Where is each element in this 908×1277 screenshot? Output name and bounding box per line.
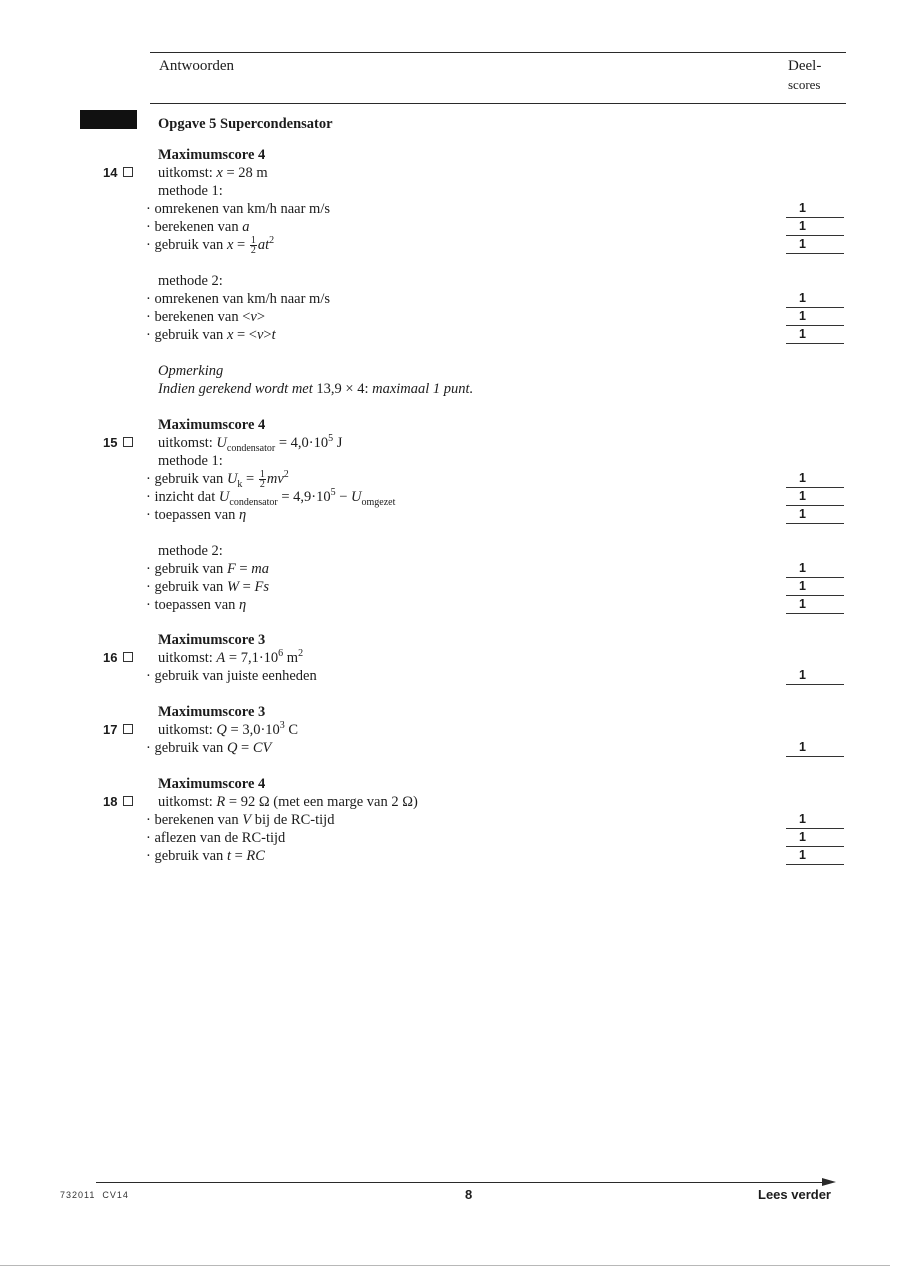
score-line: 1	[786, 200, 844, 218]
q14-note-text: Indien gerekend wordt met 13,9 × 4: maximaal 1 punt.	[158, 381, 474, 397]
header-top-rule	[150, 52, 846, 53]
q15-m2-item: · toepassen van η	[146, 597, 247, 613]
q16-max: Maximumscore 3	[158, 632, 266, 648]
q14-m2-item: · omrekenen van km/h naar m/s	[146, 291, 331, 307]
q14-m2-item: · berekenen van <v>	[146, 309, 266, 325]
score-line: 1	[786, 667, 844, 685]
header-scores-line2: scores	[788, 77, 821, 92]
q14-m1-item: · gebruik van x = $\frac{1}{2}$ $at^2$	[146, 235, 275, 257]
score-line: 1	[786, 236, 844, 254]
q14-method2-label: methode 2:	[158, 273, 223, 289]
q14-m2-item: · gebruik van x = <v>t	[146, 327, 276, 343]
q15-result: uitkomst: $U_{condensator} = 4,0\cdot 10^5$ J	[158, 433, 343, 454]
q14-note-title: Opmerking	[158, 363, 224, 379]
checkbox-icon	[123, 437, 133, 447]
footer-page-number: 8	[465, 1187, 473, 1202]
q15-m1-item: · toepassen van η	[146, 507, 247, 523]
q18-number: 18	[103, 793, 133, 811]
score-line: 1	[786, 739, 844, 757]
score-line: 1	[786, 290, 844, 308]
score-line: 1	[786, 218, 844, 236]
header-bottom-rule	[150, 103, 846, 104]
score-line: 1	[786, 596, 844, 614]
q17-max: Maximumscore 3	[158, 704, 266, 720]
footer-code: 732011 CV14	[60, 1190, 129, 1200]
q16-number: 16	[103, 649, 133, 667]
header-scores-line1: Deel-	[788, 58, 822, 74]
q14-number: 14	[103, 164, 133, 182]
q15-m2-item: · gebruik van F = ma	[146, 561, 269, 577]
score-line: 1	[786, 811, 844, 829]
score-line: 1	[786, 506, 844, 524]
q14-m1-item: · berekenen van a	[146, 219, 250, 235]
opgave-title: Opgave 5 Supercondensator	[158, 116, 333, 132]
score-line: 1	[786, 308, 844, 326]
q18-max: Maximumscore 4	[158, 776, 266, 792]
q14-m1-item: · omrekenen van km/h naar m/s	[146, 201, 331, 217]
q18-item: · gebruik van t = RC	[146, 848, 265, 864]
q15-method1-label: methode 1:	[158, 453, 223, 469]
q17-result: uitkomst: $Q = 3,0\cdot 10^3$ C	[158, 720, 299, 738]
score-line: 1	[786, 847, 844, 865]
score-line: 1	[786, 488, 844, 506]
q14-result: uitkomst: x = 28 m	[158, 165, 268, 181]
q15-m1-item: · inzicht dat $U_{condensator} = 4,9\cdot 10^5 - U_{omgezet}$	[146, 487, 396, 508]
q15-m2-item: · gebruik van W = Fs	[146, 579, 269, 595]
q15-method2-label: methode 2:	[158, 543, 223, 559]
footer-rule	[96, 1182, 826, 1183]
q15-number: 15	[103, 434, 133, 452]
q17-number: 17	[103, 721, 133, 739]
checkbox-icon	[123, 167, 133, 177]
black-marker	[80, 110, 137, 129]
q16-result: uitkomst: $A = 7,1\cdot 10^6$ $m^2$	[158, 648, 304, 666]
page-edge-rule	[0, 1265, 890, 1266]
score-line: 1	[786, 829, 844, 847]
checkbox-icon	[123, 796, 133, 806]
header-title: Antwoorden	[159, 58, 234, 74]
score-line: 1	[786, 326, 844, 344]
q15-m1-item: · gebruik van $U_k$ = $\frac{1}{2}$ $mv^2$	[146, 469, 289, 491]
q18-item: · aflezen van de RC-tijd	[146, 830, 286, 846]
checkbox-icon	[123, 652, 133, 662]
q18-result: uitkomst: R = 92 Ω (met een marge van 2 Ω)	[158, 794, 418, 810]
q14-max: Maximumscore 4	[158, 147, 266, 163]
checkbox-icon	[123, 724, 133, 734]
q16-item: · gebruik van juiste eenheden	[146, 668, 317, 684]
score-line: 1	[786, 470, 844, 488]
arrow-right-icon	[822, 1178, 836, 1186]
score-line: 1	[786, 578, 844, 596]
q17-item: · gebruik van Q = CV	[146, 740, 272, 756]
footer-next: Lees verder	[758, 1187, 831, 1202]
score-line: 1	[786, 560, 844, 578]
q14-method1-label: methode 1:	[158, 183, 223, 199]
q15-max: Maximumscore 4	[158, 417, 266, 433]
q18-item: · berekenen van V bij de RC-tijd	[146, 812, 335, 828]
